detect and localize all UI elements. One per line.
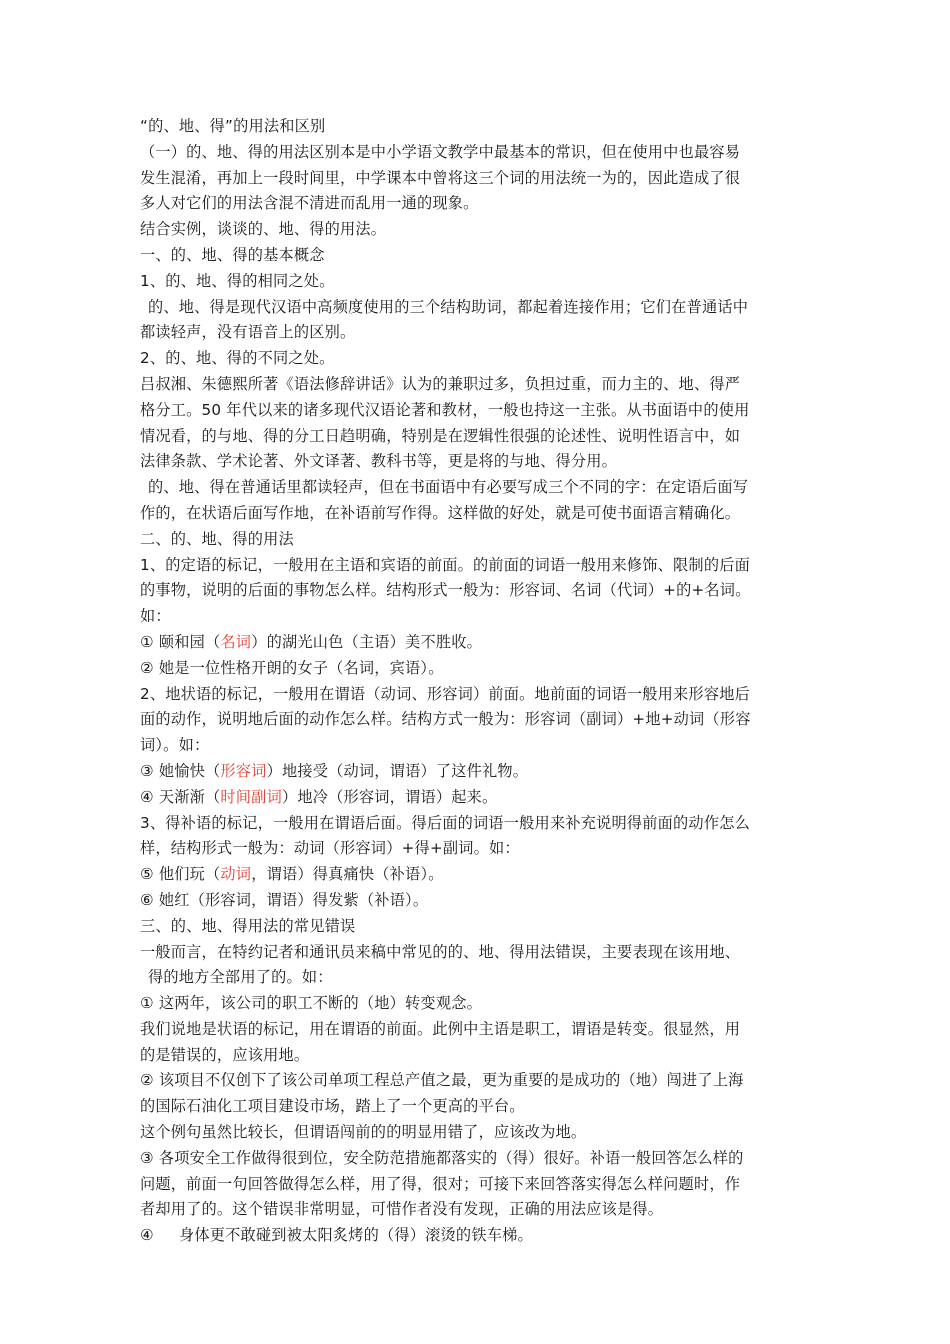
paragraph-line: 的、地、得在普通话里都读轻声，但在书面语中有必要写成三个不同的字：在定语后面写	[148, 478, 749, 497]
example-line: ⑥ 她红（形容词，谓语）得发紫（补语）。	[140, 890, 429, 909]
intro-line: 结合实例，谈谈的、地、得的用法。	[140, 220, 387, 239]
paragraph-line: 样，结构形式一般为：动词（形容词）+得+副词。如：	[140, 839, 520, 858]
example-line: ① 颐和园（名词）的湖光山色（主语）美不胜收。	[140, 632, 482, 651]
paragraph-line: 法律条款、学术论著、外文译著、教科书等，更是将的与地、得分用。	[140, 452, 618, 471]
highlight-text: 动词	[220, 865, 252, 884]
example-line: ② 她是一位性格开朗的女子（名词，宾语）。	[140, 658, 444, 677]
paragraph-line: 如：	[140, 607, 171, 626]
intro-line: （一）的、地、得的用法区别本是中小学语文教学中最基本的常识，但在使用中也最容易	[140, 142, 741, 161]
paragraph-line: 的、地、得是现代汉语中高频度使用的三个结构助词，都起着连接作用；它们在普通话中	[148, 297, 749, 316]
paragraph-line: 问题，前面一句回答做得怎么样，用了得，很对；可接下来回答落实得怎么样问题时，作	[140, 1174, 741, 1193]
document-title: “的、地、得”的用法和区别	[140, 117, 326, 135]
paragraph-line: 这个例句虽然比较长，但谓语闯前的的明显用错了，应该改为地。	[140, 1123, 587, 1142]
sub-heading: 1、的、地、得的相同之处。	[140, 271, 335, 290]
paragraph-line: 词）。如：	[140, 736, 210, 755]
highlight-text: 时间副词	[220, 787, 282, 806]
paragraph-line: 一般而言，在特约记者和通讯员来稿中常见的的、地、得用法错误，主要表现在该用地、	[140, 942, 741, 961]
paragraph-line: 2、地状语的标记，一般用在谓语（动词、形容词）前面。地前面的词语一般用来形容地后	[140, 684, 750, 703]
intro-line: 发生混淆，再加上一段时间里，中学课本中曾将这三个词的用法统一为的，因此造成了很	[140, 168, 741, 187]
paragraph-line: 我们说地是状语的标记，用在谓语的前面。此例中主语是职工，谓语是转变。很显然，用	[140, 1019, 741, 1038]
paragraph-line: 得的地方全部用了的。如：	[148, 968, 333, 987]
highlight-text: 名词	[220, 632, 252, 651]
paragraph-line: 作的，在状语后面写作地，在补语前写作得。这样做的好处，就是可使书面语言精确化。	[140, 503, 741, 522]
paragraph-line: 者却用了的。这个错误非常明显，可惜作者没有发现，正确的用法应该是得。	[140, 1200, 664, 1219]
example-line: ③ 各项安全工作做得很到位，安全防范措施都落实的（得）很好。补语一般回答怎么样的	[140, 1148, 744, 1167]
paragraph-line: 格分工。50 年代以来的诸多现代汉语论著和教材，一般也持这一主张。从书面语中的使用	[140, 400, 750, 419]
paragraph-line: 3、得补语的标记，一般用在谓语后面。得后面的词语一般用来补充说明得前面的动作怎么	[140, 813, 750, 832]
example-line: ④ 天渐渐（时间副词）地冷（形容词，谓语）起来。	[140, 787, 498, 806]
example-line: ⑤ 他们玩（动词，谓语）得真痛快（补语）。	[140, 865, 444, 884]
paragraph-line: 吕叔湘、朱德熙所著《语法修辞讲话》认为的兼职过多，负担过重，而力主的、地、得严	[140, 374, 741, 393]
paragraph-line: 的事物，说明的后面的事物怎么样。结构形式一般为：形容词、名词（代词）+的+名词。	[140, 581, 751, 600]
highlight-text: 形容词	[220, 761, 267, 780]
paragraph-line: 面的动作，说明地后面的动作怎么样。结构方式一般为：形容词（副词）+地+动词（形容	[140, 710, 751, 729]
paragraph-line: 的国际石油化工项目建设市场，踏上了一个更高的平台。	[140, 1097, 525, 1116]
sub-heading: 2、的、地、得的不同之处。	[140, 349, 335, 368]
section-heading: 一、的、地、得的基本概念	[140, 245, 325, 264]
document-body	[140, 114, 820, 1249]
section-heading: 二、的、地、得的用法	[140, 529, 294, 548]
paragraph-line: 都读轻声，没有语音上的区别。	[140, 323, 356, 342]
example-line: ③ 她愉快（形容词）地接受（动词，谓语）了这件礼物。	[140, 761, 529, 780]
example-line: ④ 身体更不敢碰到被太阳炙烤的（得）滚烫的铁车梯。	[140, 1226, 533, 1245]
intro-line: 多人对它们的用法含混不清进而乱用一通的现象。	[140, 194, 479, 213]
paragraph-line: 的是错误的，应该用地。	[140, 1045, 310, 1064]
section-heading: 三、的、地、得用法的常见错误	[140, 916, 356, 935]
paragraph-line: 1、的定语的标记，一般用在主语和宾语的前面。的前面的词语一般用来修饰、限制的后面	[140, 555, 750, 574]
example-line: ② 该项目不仅创下了该公司单项工程总产值之最，更为重要的是成功的（地）闯进了上海	[140, 1071, 744, 1090]
paragraph-line: 情况看，的与地、得的分工日趋明确，特别是在逻辑性很强的论述性、说明性语言中，如	[140, 426, 741, 445]
example-line: ① 这两年，该公司的职工不断的（地）转变观念。	[140, 994, 482, 1013]
